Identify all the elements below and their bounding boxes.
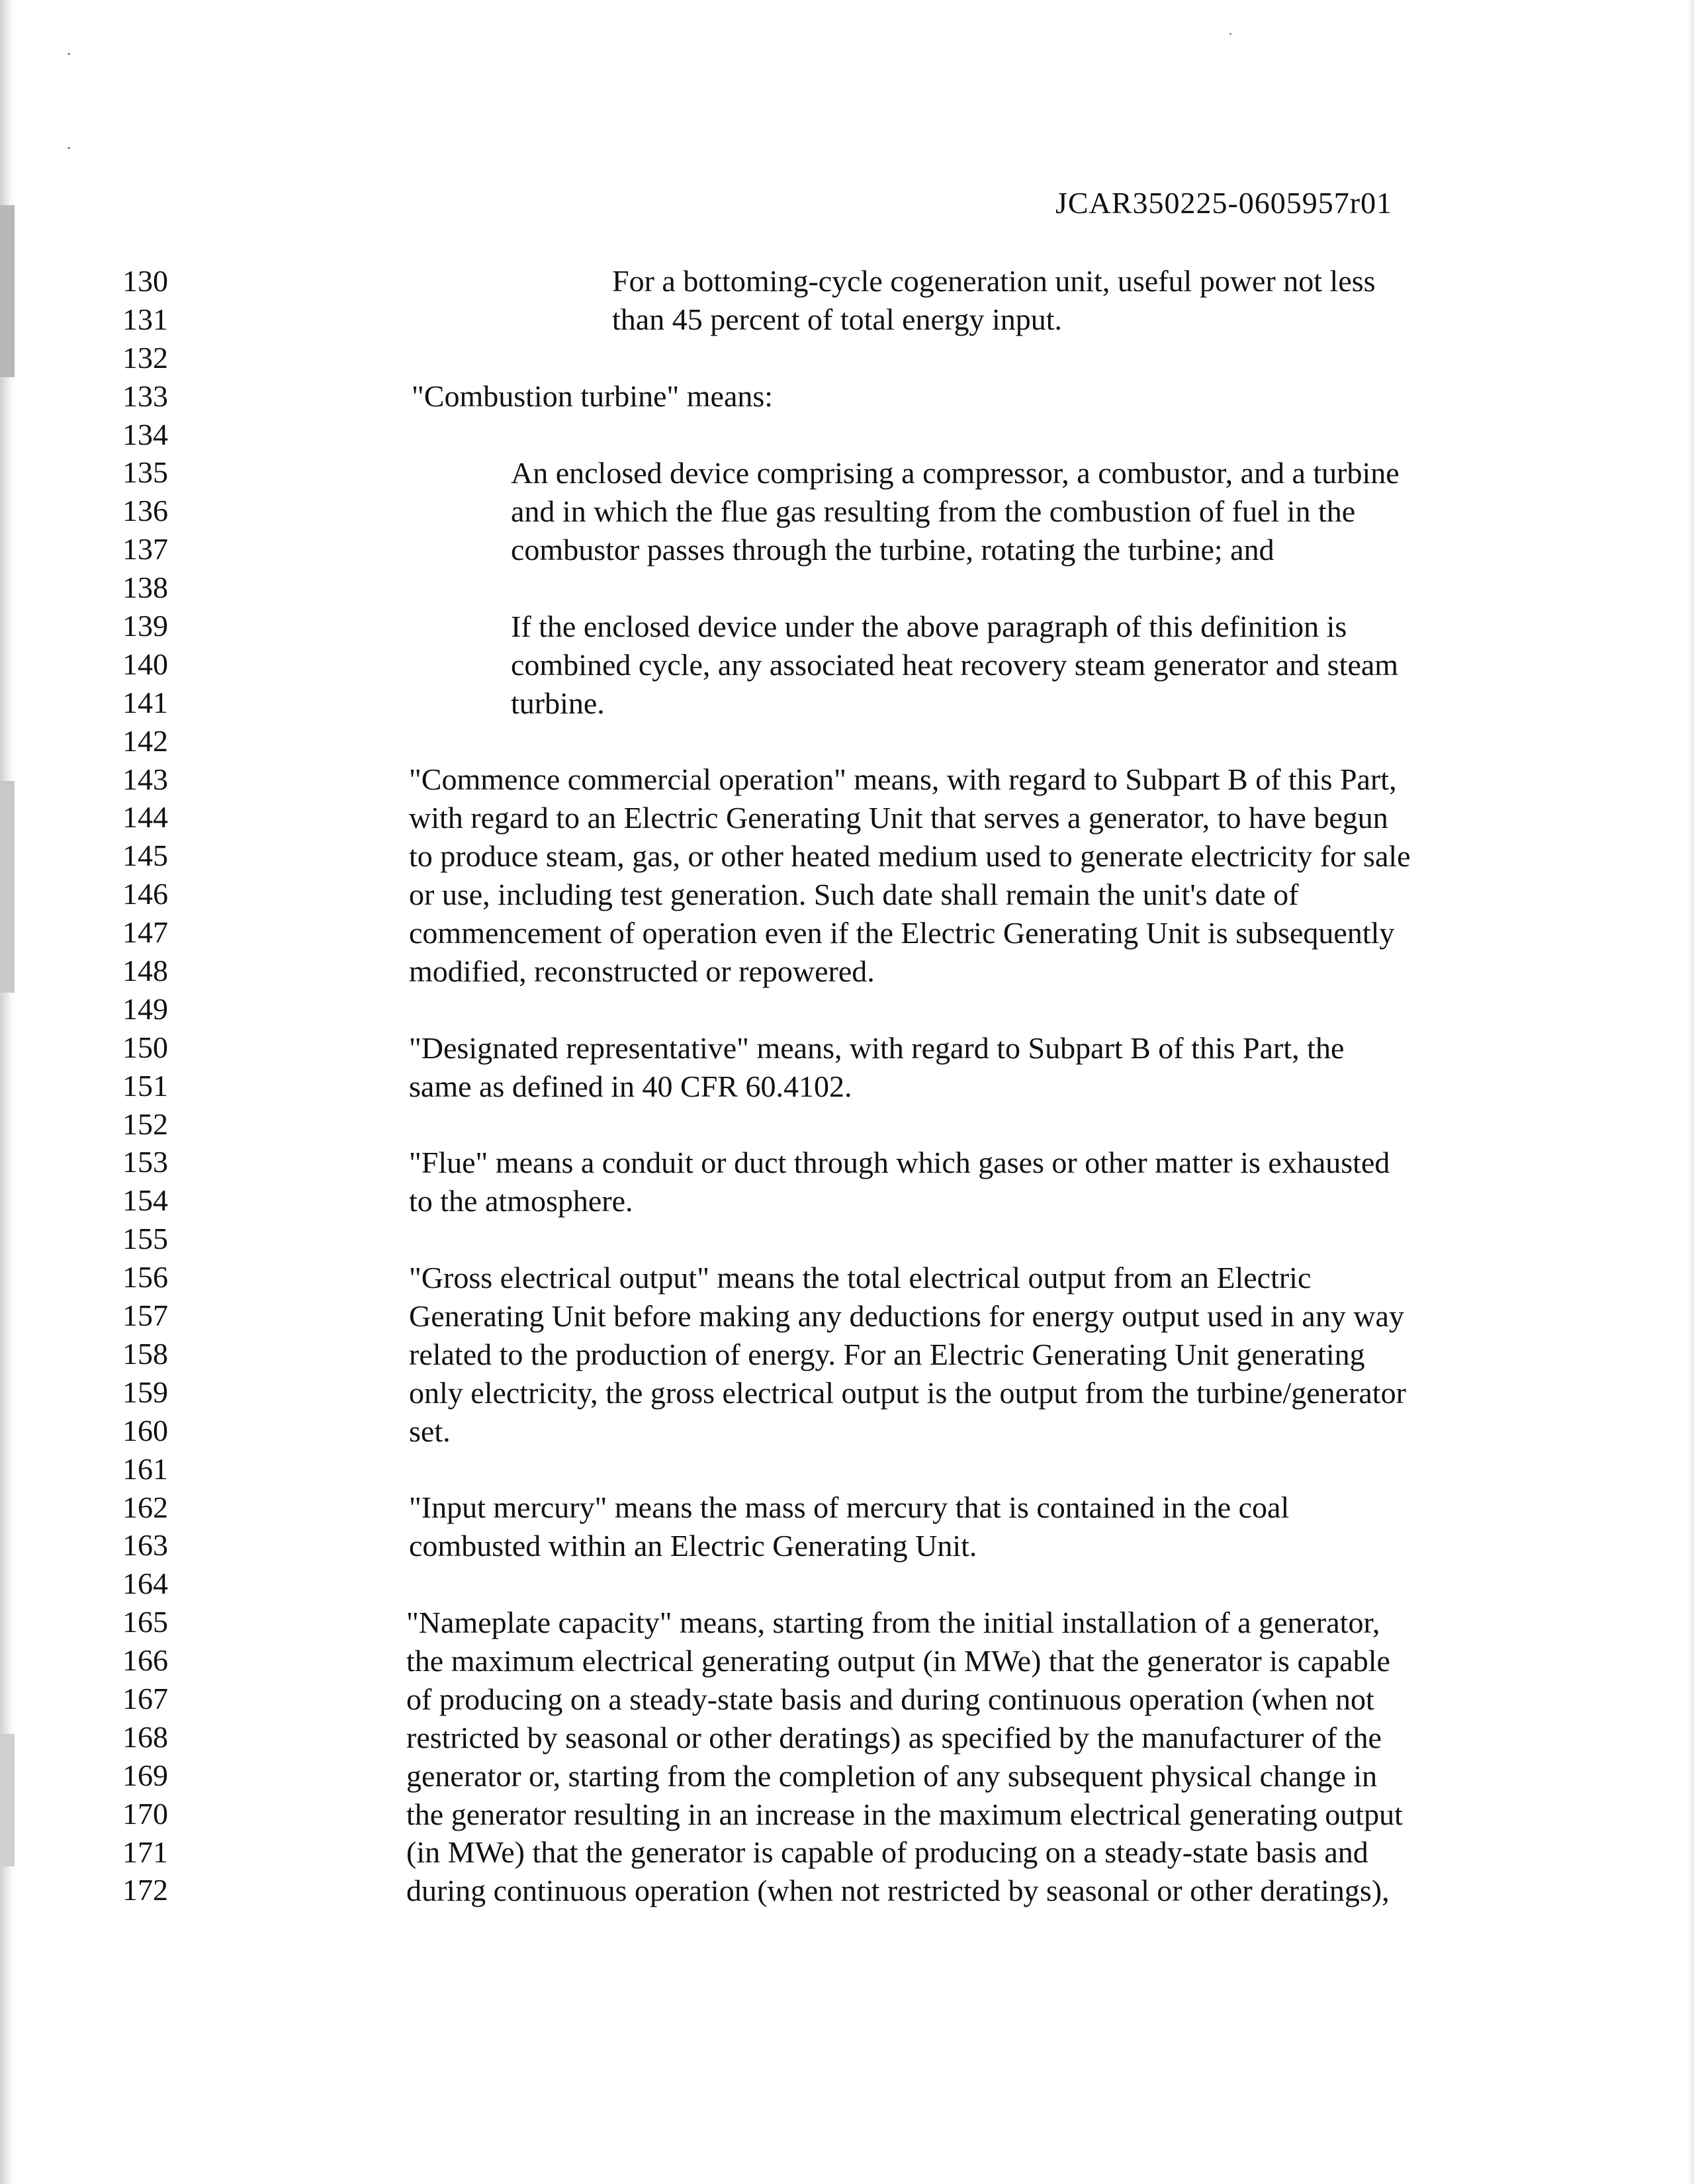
line-number: 159 — [122, 1375, 168, 1409]
line-number: 142 — [122, 723, 168, 758]
text-line: If the enclosed device under the above paragraph of this definition is — [511, 610, 1347, 643]
line-number: 134 — [122, 417, 168, 451]
line-number: 137 — [122, 532, 168, 567]
line-number: 157 — [122, 1298, 168, 1333]
line-number: 158 — [122, 1336, 168, 1371]
text-line: restricted by seasonal or other deratings) as specified by the manufacturer of the — [406, 1720, 1382, 1754]
text-line: "Designated representative" means, with regard to Subpart B of this Part, the — [409, 1031, 1345, 1065]
line-number-column — [122, 262, 175, 1909]
line-number: 155 — [122, 1222, 168, 1256]
scan-band — [0, 1734, 15, 1866]
text-line: An enclosed device comprising a compressor, a combustor, and a turbine — [511, 456, 1400, 490]
line-number: 154 — [122, 1183, 168, 1218]
text-line: "Flue" means a conduit or duct through which gases or other matter is exhausted — [409, 1146, 1390, 1179]
text-line: during continuous operation (when not restricted by seasonal or other deratings), — [406, 1874, 1390, 1908]
line-number: 148 — [122, 954, 168, 988]
line-number: 147 — [122, 915, 168, 950]
line-number: 162 — [122, 1490, 168, 1524]
combustion-turbine-subparagraph-b — [511, 608, 1398, 723]
line-number: 138 — [122, 570, 168, 605]
line-number: 171 — [122, 1835, 168, 1869]
scan-speck — [67, 147, 70, 149]
line-number: 149 — [122, 991, 168, 1026]
line-number: 168 — [122, 1719, 168, 1754]
text-line: combustor passes through the turbine, rotating the turbine; and — [511, 532, 1274, 567]
designated-representative-definition — [409, 1029, 1344, 1106]
text-line: combined cycle, any associated heat recovery steam generator and steam — [511, 647, 1399, 682]
line-number: 132 — [122, 340, 168, 375]
line-number: 135 — [122, 455, 168, 490]
text-line: same as defined in 40 CFR 60.4102. — [409, 1069, 852, 1103]
line-number: 150 — [122, 1030, 168, 1064]
text-line: with regard to an Electric Generating Unit that serves a generator, to have begun — [409, 800, 1388, 835]
text-line: Generating Unit before making any deductions for energy output used in any way — [409, 1298, 1404, 1333]
text-line: the generator resulting in an increase in the maximum electrical generating output — [406, 1797, 1403, 1831]
line-number: 164 — [122, 1567, 168, 1601]
scan-speck — [1229, 33, 1231, 35]
line-number: 140 — [122, 647, 168, 681]
text-line: than 45 percent of total energy input. — [612, 302, 1063, 336]
text-line: commencement of operation even if the Electric Generating Unit is subsequently — [409, 915, 1395, 950]
text-line: only electricity, the gross electrical output is the output from the turbine/generator — [409, 1375, 1406, 1410]
text-line: and in which the flue gas resulting from the combustion of fuel in the — [511, 494, 1356, 528]
text-line: turbine. — [511, 686, 605, 720]
line-number: 130 — [122, 264, 168, 298]
line-number: 133 — [122, 379, 168, 413]
line-number: 161 — [122, 1451, 168, 1486]
line-number: 172 — [122, 1873, 168, 1907]
line-number: 146 — [122, 877, 168, 911]
line-number: 156 — [122, 1260, 168, 1295]
line-number: 143 — [122, 762, 168, 796]
line-number: 141 — [122, 685, 168, 719]
text-line: "Nameplate capacity" means, starting from the initial installation of a generator, — [406, 1606, 1380, 1639]
scan-edge-left — [0, 0, 15, 2184]
combustion-turbine-subparagraph-a — [511, 454, 1400, 569]
line-number: 169 — [122, 1758, 168, 1792]
text-line: set. — [409, 1414, 451, 1448]
text-line: of producing on a steady-state basis and during continuous operation (when not — [406, 1682, 1374, 1716]
document-id: JCAR350225-0605957r01 — [1055, 186, 1393, 220]
text-line: "Combustion turbine" means: — [412, 379, 774, 413]
scan-edge-right — [1687, 0, 1694, 2184]
text-line: the maximum electrical generating output (in MWe) that the generator is capable — [406, 1643, 1390, 1678]
flue-definition — [409, 1144, 1390, 1220]
text-line: modified, reconstructed or repowered. — [409, 954, 875, 988]
line-number: 167 — [122, 1681, 168, 1715]
bottoming-cycle-paragraph — [612, 262, 1376, 339]
line-number: 163 — [122, 1528, 168, 1563]
scan-band — [0, 205, 15, 377]
input-mercury-definition — [409, 1488, 1289, 1565]
line-number: 166 — [122, 1643, 168, 1678]
text-line: generator or, starting from the completion of any subsequent physical change in — [406, 1758, 1378, 1793]
text-line: "Commence commercial operation" means, with regard to Subpart B of this Part, — [409, 762, 1397, 796]
combustion-turbine-term — [412, 377, 773, 416]
line-number: 165 — [122, 1605, 168, 1639]
line-number: 153 — [122, 1145, 168, 1179]
line-number: 151 — [122, 1068, 168, 1103]
scan-band — [0, 781, 15, 993]
text-line: "Input mercury" means the mass of mercury that is contained in the coal — [409, 1490, 1290, 1524]
commence-commercial-operation-definition — [409, 760, 1411, 990]
nameplate-capacity-definition — [406, 1604, 1403, 1910]
text-line: combusted within an Electric Generating Unit. — [409, 1528, 977, 1563]
text-line: or use, including test generation. Such date shall remain the unit's date of — [409, 877, 1299, 911]
text-line: "Gross electrical output" means the total electrical output from an Electric — [409, 1261, 1312, 1295]
line-number: 144 — [122, 800, 168, 835]
text-line: related to the production of energy. For an Electric Generating Unit generating — [409, 1337, 1365, 1371]
text-line: (in MWe) that the generator is capable of producing on a steady-state basis and — [406, 1835, 1368, 1870]
line-number: 136 — [122, 494, 168, 528]
text-line: to produce steam, gas, or other heated medium used to generate electricity for sale — [409, 839, 1411, 873]
text-line: For a bottoming-cycle cogeneration unit, useful power not less — [612, 264, 1376, 298]
text-line: to the atmosphere. — [409, 1183, 633, 1218]
line-number: 170 — [122, 1796, 168, 1831]
line-number: 145 — [122, 839, 168, 873]
line-number: 131 — [122, 302, 168, 336]
gross-electrical-output-definition — [409, 1259, 1406, 1451]
line-number: 152 — [122, 1107, 168, 1141]
line-number: 160 — [122, 1413, 168, 1447]
scan-speck — [67, 53, 70, 55]
line-number: 139 — [122, 609, 168, 643]
